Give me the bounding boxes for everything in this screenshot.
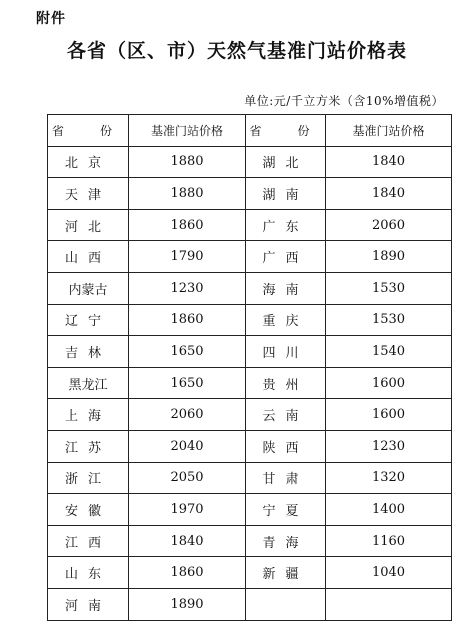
table-row	[48, 241, 452, 273]
province-left-cell: 河北	[48, 209, 129, 241]
price-left-cell: 1230	[129, 272, 246, 304]
province-right-cell: 青海	[246, 525, 326, 557]
province-right-cell: 广西	[246, 241, 326, 273]
price-left-cell: 1860	[129, 304, 246, 336]
table-row	[48, 146, 452, 178]
province-right-cell: 海南	[246, 272, 326, 304]
price-right-cell: 1530	[326, 304, 452, 336]
price-right-cell: 1540	[326, 336, 452, 368]
province-left-cell: 辽宁	[48, 304, 129, 336]
header-province-right: 省 份	[246, 115, 326, 147]
price-right-cell: 1040	[326, 557, 452, 589]
table-row	[48, 430, 452, 462]
header-price-left: 基准门站价格	[129, 115, 246, 147]
price-right-cell: 1530	[326, 272, 452, 304]
table-row	[48, 525, 452, 557]
province-left-cell: 山东	[48, 557, 129, 589]
province-left-cell: 江苏	[48, 430, 129, 462]
province-right-cell: 陕西	[246, 430, 326, 462]
province-left-cell: 河南	[48, 588, 129, 620]
province-left-cell: 吉林	[48, 336, 129, 368]
province-left-cell: 上海	[48, 399, 129, 431]
header-province-left: 省 份	[48, 115, 129, 147]
price-right-cell: 1160	[326, 525, 452, 557]
province-right-cell	[246, 588, 326, 620]
table-row	[48, 494, 452, 526]
province-right-cell: 新疆	[246, 557, 326, 589]
province-right-cell: 重庆	[246, 304, 326, 336]
province-right-cell: 甘肃	[246, 462, 326, 494]
province-right-cell: 广东	[246, 209, 326, 241]
table-row	[48, 178, 452, 210]
province-left-cell: 江西	[48, 525, 129, 557]
price-table	[47, 114, 452, 621]
province-right-cell: 湖南	[246, 178, 326, 210]
province-right-cell: 宁夏	[246, 494, 326, 526]
price-right-cell: 1230	[326, 430, 452, 462]
table-body	[48, 146, 452, 620]
price-right-cell	[326, 588, 452, 620]
price-left-cell: 1840	[129, 525, 246, 557]
province-left-cell: 安徽	[48, 494, 129, 526]
province-right-cell: 湖北	[246, 146, 326, 178]
price-left-cell: 1890	[129, 588, 246, 620]
table-row	[48, 367, 452, 399]
unit-note: 单位:元/千立方米（含10%增值税）	[244, 94, 444, 108]
province-left-cell: 山西	[48, 241, 129, 273]
table-row	[48, 588, 452, 620]
table-header-row	[48, 115, 452, 147]
table-row	[48, 272, 452, 304]
price-right-cell: 1320	[326, 462, 452, 494]
table-row	[48, 462, 452, 494]
province-left-cell: 内蒙古	[48, 272, 129, 304]
table-row	[48, 336, 452, 368]
province-left-cell: 天津	[48, 178, 129, 210]
price-left-cell: 2050	[129, 462, 246, 494]
province-right-cell: 四川	[246, 336, 326, 368]
price-left-cell: 1880	[129, 146, 246, 178]
price-right-cell: 1600	[326, 399, 452, 431]
price-right-cell: 1600	[326, 367, 452, 399]
page-title: 各省（区、市）天然气基准门站价格表	[66, 40, 407, 62]
price-left-cell: 1650	[129, 336, 246, 368]
price-right-cell: 1840	[326, 146, 452, 178]
price-left-cell: 2060	[129, 399, 246, 431]
price-left-cell: 1970	[129, 494, 246, 526]
price-left-cell: 1880	[129, 178, 246, 210]
table-row	[48, 304, 452, 336]
price-left-cell: 1650	[129, 367, 246, 399]
table-row	[48, 209, 452, 241]
price-left-cell: 2040	[129, 430, 246, 462]
header-price-right: 基准门站价格	[326, 115, 452, 147]
price-right-cell: 2060	[326, 209, 452, 241]
province-left-cell: 北京	[48, 146, 129, 178]
price-right-cell: 1400	[326, 494, 452, 526]
price-right-cell: 1840	[326, 178, 452, 210]
table-row	[48, 399, 452, 431]
province-right-cell: 贵州	[246, 367, 326, 399]
price-left-cell: 1860	[129, 557, 246, 589]
price-left-cell: 1860	[129, 209, 246, 241]
province-right-cell: 云南	[246, 399, 326, 431]
province-left-cell: 浙江	[48, 462, 129, 494]
price-right-cell: 1890	[326, 241, 452, 273]
price-left-cell: 1790	[129, 241, 246, 273]
attachment-label: 附件	[36, 11, 66, 27]
province-left-cell: 黑龙江	[48, 367, 129, 399]
table-row	[48, 557, 452, 589]
